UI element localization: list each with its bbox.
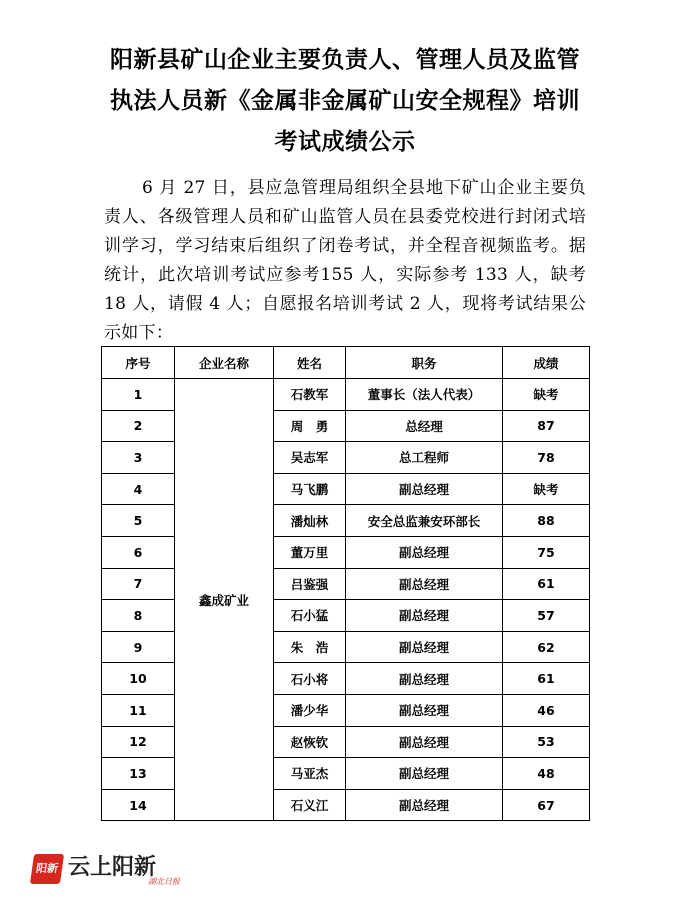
row-position: 董事长（法人代表） [346, 379, 503, 411]
row-score: 53 [503, 726, 590, 758]
watermark-text: 云上阳新 [68, 855, 157, 880]
row-score: 缺考 [503, 473, 590, 505]
row-no: 9 [102, 631, 175, 663]
row-name: 石小将 [274, 663, 346, 695]
row-no: 3 [102, 442, 175, 474]
row-score: 61 [503, 663, 590, 695]
row-position: 副总经理 [346, 631, 503, 663]
header-score: 成绩 [503, 347, 590, 379]
row-no: 14 [102, 789, 175, 821]
row-no: 12 [102, 726, 175, 758]
row-name: 石小猛 [274, 600, 346, 632]
row-score: 48 [503, 758, 590, 790]
row-name: 朱 浩 [274, 631, 346, 663]
row-name: 马飞鹏 [274, 473, 346, 505]
header-company: 企业名称 [175, 347, 274, 379]
row-score: 88 [503, 505, 590, 537]
row-position: 副总经理 [346, 568, 503, 600]
row-name: 马亚杰 [274, 758, 346, 790]
row-position: 副总经理 [346, 694, 503, 726]
row-score: 62 [503, 631, 590, 663]
row-no: 13 [102, 758, 175, 790]
row-position: 安全总监兼安环部长 [346, 505, 503, 537]
row-position: 副总经理 [346, 536, 503, 568]
score-table [101, 346, 590, 821]
row-no: 11 [102, 694, 175, 726]
row-score: 61 [503, 568, 590, 600]
row-no: 6 [102, 536, 175, 568]
row-name: 周 勇 [274, 410, 346, 442]
row-name: 石义江 [274, 789, 346, 821]
document-title: 阳新县矿山企业主要负责人、管理人员及监管执法人员新《金属非金属矿山安全规程》培训考试成绩公示 [110, 47, 580, 155]
row-score: 78 [503, 442, 590, 474]
row-position: 总经理 [346, 410, 503, 442]
row-score: 缺考 [503, 379, 590, 411]
row-name: 吕鉴强 [274, 568, 346, 600]
row-no: 8 [102, 600, 175, 632]
row-name: 石教军 [274, 379, 346, 411]
row-name: 潘灿林 [274, 505, 346, 537]
row-score: 46 [503, 694, 590, 726]
intro-paragraph: 6 月 27 日，县应急管理局组织全县地下矿山企业主要负责人、各级管理人员和矿山监管人员在县委党校进行封闭式培训学习，学习结束后组织了闭卷考试，并全程音视频监考。据统计，此次培训考试应参考155 人，实际参考 133 人，缺考 18 人，请假 4 人；自愿报名培训考试 2 人，现将考试结果公示如下： [104, 178, 586, 343]
header-position: 职务 [346, 347, 503, 379]
row-position: 副总经理 [346, 473, 503, 505]
row-score: 75 [503, 536, 590, 568]
row-no: 5 [102, 505, 175, 537]
row-position: 副总经理 [346, 726, 503, 758]
watermark-logo [24, 848, 224, 888]
row-name: 赵恢钦 [274, 726, 346, 758]
row-no: 7 [102, 568, 175, 600]
row-no: 10 [102, 663, 175, 695]
row-no: 2 [102, 410, 175, 442]
company-name-cell: 鑫成矿业 [175, 379, 274, 821]
row-name: 吴志军 [274, 442, 346, 474]
row-position: 副总经理 [346, 663, 503, 695]
row-no: 1 [102, 379, 175, 411]
row-position: 副总经理 [346, 758, 503, 790]
row-score: 87 [503, 410, 590, 442]
watermark-subtext: 湖北日报 [148, 877, 180, 886]
row-position: 副总经理 [346, 789, 503, 821]
row-score: 57 [503, 600, 590, 632]
row-name: 潘少华 [274, 694, 346, 726]
row-no: 4 [102, 473, 175, 505]
header-name: 姓名 [274, 347, 346, 379]
row-position: 总工程师 [346, 442, 503, 474]
header-no: 序号 [102, 347, 175, 379]
table-row [102, 379, 590, 411]
watermark-badge: 阳新 [30, 854, 64, 884]
row-position: 副总经理 [346, 600, 503, 632]
table-header-row [102, 347, 590, 379]
row-score: 67 [503, 789, 590, 821]
row-name: 董万里 [274, 536, 346, 568]
